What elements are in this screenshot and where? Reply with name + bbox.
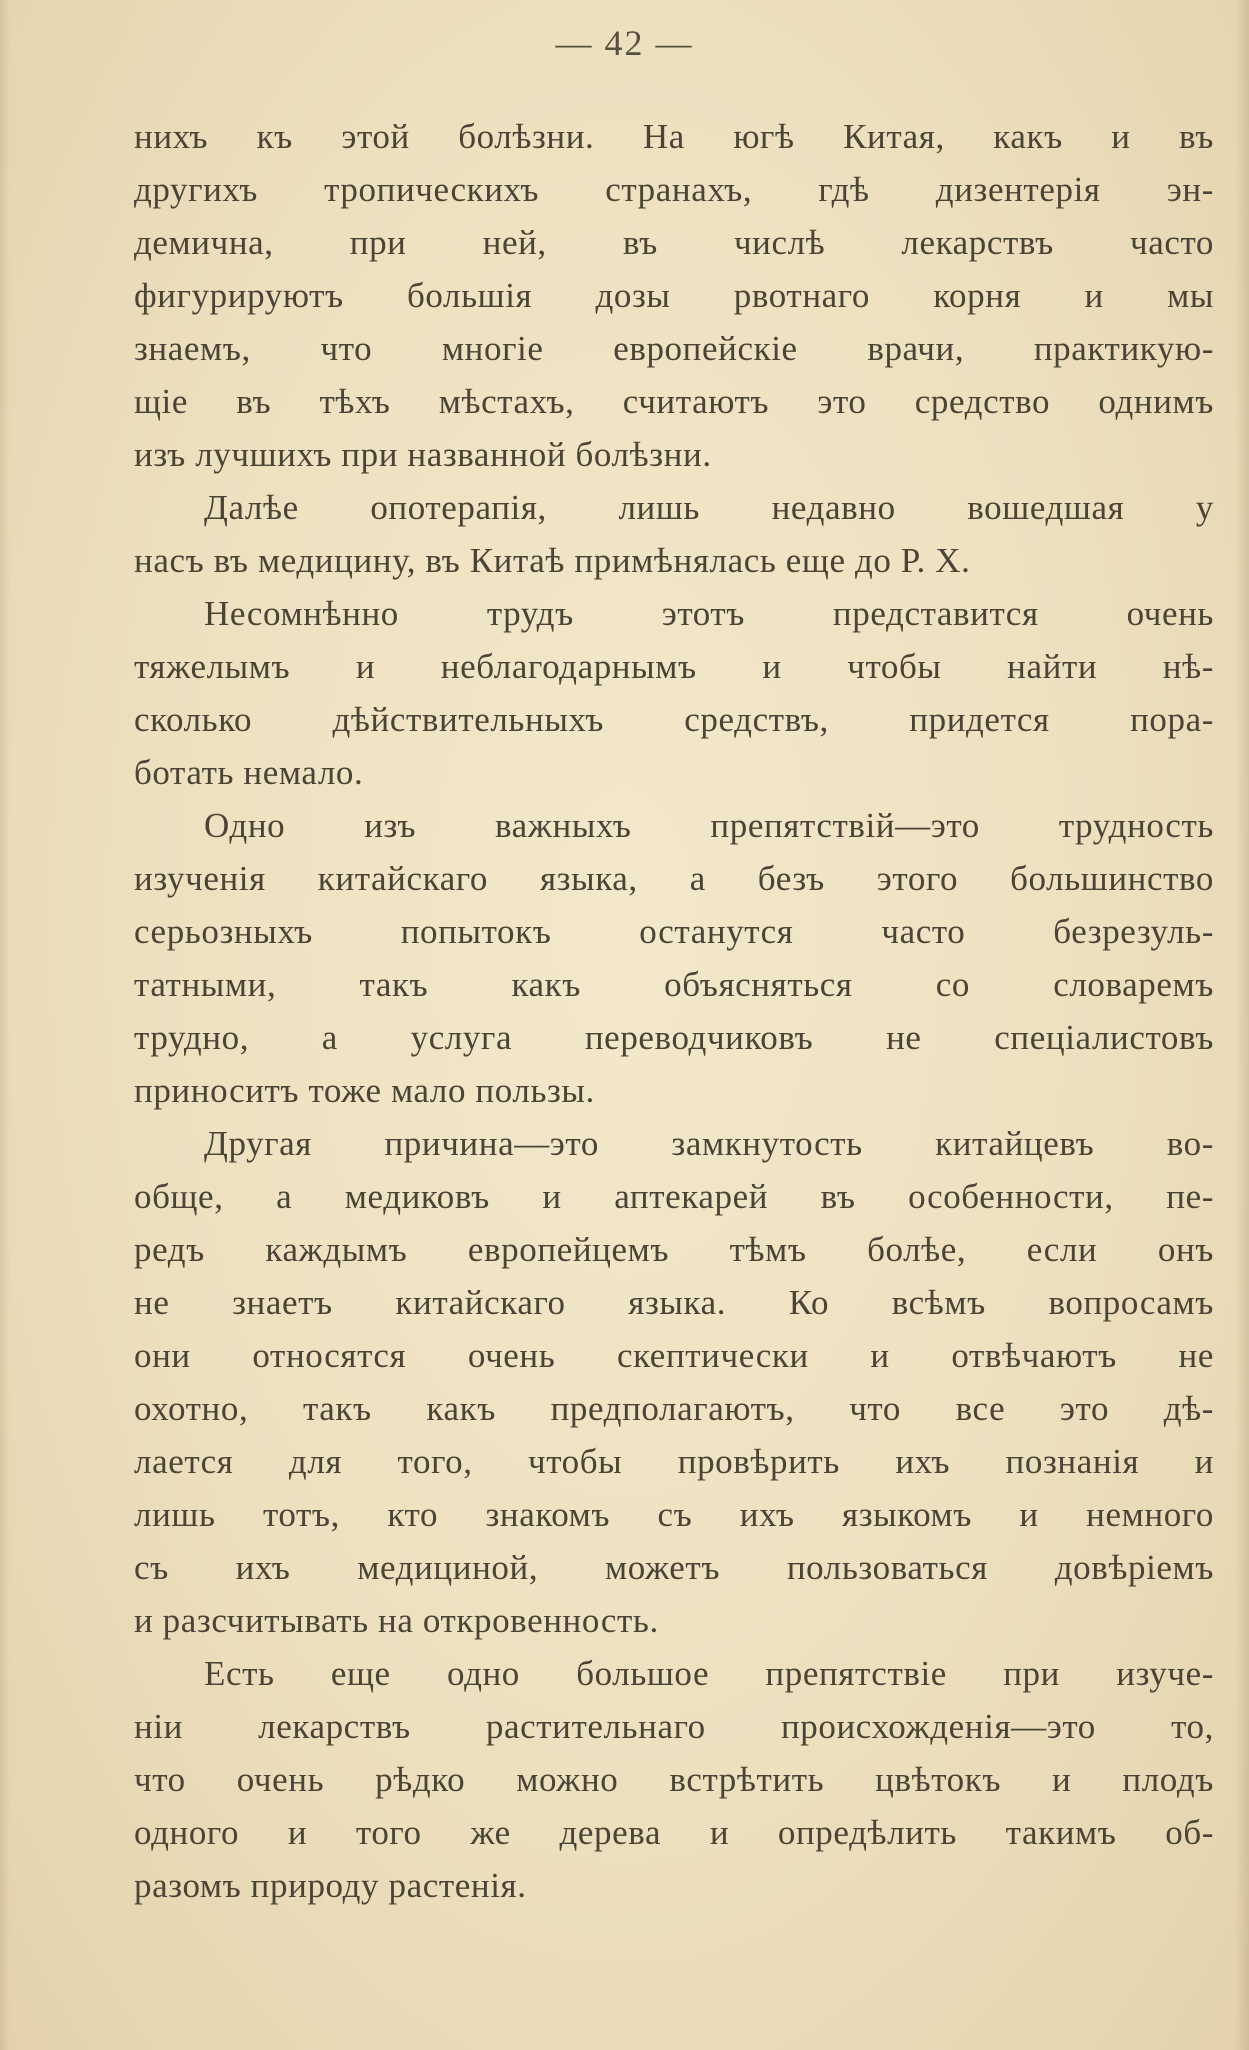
paragraph — [134, 1117, 1214, 1647]
text-line: одного и того же дерева и опредѣлить такимъ об- — [134, 1813, 1214, 1852]
text-line: трудно, а услуга переводчиковъ не спеціалистовъ — [134, 1018, 1214, 1057]
text-line: Одно изъ важныхъ препятствій—это трудность — [204, 806, 1214, 845]
text-line: Далѣе опотерапія, лишь недавно вошедшая у — [204, 488, 1214, 527]
text-line: разомъ природу растенія. — [134, 1866, 527, 1905]
text-line: охотно, такъ какъ предполагаютъ, что все это дѣ- — [134, 1389, 1214, 1428]
paragraph — [134, 799, 1214, 1117]
text-line: ніи лекарствъ растительнаго происхожденія—это то, — [134, 1707, 1214, 1746]
page-shadow-left — [0, 0, 10, 2050]
text-line: изъ лучшихъ при названной болѣзни. — [134, 435, 712, 474]
body-text — [134, 110, 1214, 1912]
text-line: обще, а медиковъ и аптекарей въ особенности, пе- — [134, 1177, 1214, 1216]
text-line: съ ихъ медициной, можетъ пользоваться довѣріемъ — [134, 1548, 1214, 1587]
text-line: нихъ къ этой болѣзни. На югѣ Китая, какъ и въ — [134, 117, 1214, 156]
text-line: другихъ тропическихъ странахъ, гдѣ дизентерія эн- — [134, 170, 1214, 209]
text-line: серьозныхъ попытокъ останутся часто безрезуль- — [134, 912, 1214, 951]
paragraph — [134, 1647, 1214, 1912]
text-line: редъ каждымъ европейцемъ тѣмъ болѣе, если онъ — [134, 1230, 1214, 1269]
text-line: щіе въ тѣхъ мѣстахъ, считаютъ это средство однимъ — [134, 382, 1214, 421]
page-shadow-right — [1235, 0, 1249, 2050]
text-line: Несомнѣнно трудъ этотъ представится очень — [204, 594, 1214, 633]
text-line: сколько дѣйствительныхъ средствъ, придется пора- — [134, 700, 1214, 739]
paragraph — [134, 481, 1214, 587]
text-line: демична, при ней, въ числѣ лекарствъ часто — [134, 223, 1214, 262]
text-line: лается для того, чтобы провѣрить ихъ познанія и — [134, 1442, 1214, 1481]
text-line: татными, такъ какъ объясняться со словаремъ — [134, 965, 1214, 1004]
text-line: фигурируютъ большія дозы рвотнаго корня и мы — [134, 276, 1214, 315]
paragraph — [134, 587, 1214, 799]
text-line: тяжелымъ и неблагодарнымъ и чтобы найти нѣ- — [134, 647, 1214, 686]
text-line: приноситъ тоже мало пользы. — [134, 1071, 595, 1110]
text-line: не знаетъ китайскаго языка. Ко всѣмъ вопросамъ — [134, 1283, 1214, 1322]
text-line: Другая причина—это замкнутость китайцевъ во- — [204, 1124, 1214, 1163]
text-line: ботать немало. — [134, 753, 364, 792]
text-line: насъ въ медицину, въ Китаѣ примѣнялась еще до Р. Х. — [134, 541, 971, 580]
text-line: что очень рѣдко можно встрѣтить цвѣтокъ и плодъ — [134, 1760, 1214, 1799]
text-line: лишь тотъ, кто знакомъ съ ихъ языкомъ и немного — [134, 1495, 1214, 1534]
text-line: знаемъ, что многіе европейскіе врачи, практикую- — [134, 329, 1214, 368]
text-line: и разсчитывать на откровенность. — [134, 1601, 659, 1640]
text-line: изученія китайскаго языка, а безъ этого большинство — [134, 859, 1214, 898]
text-line: они относятся очень скептически и отвѣчаютъ не — [134, 1336, 1214, 1375]
text-line: Есть еще одно большое препятствіе при изуче- — [204, 1654, 1214, 1693]
paragraph — [134, 110, 1214, 481]
page-number: — 42 — — [555, 23, 694, 63]
